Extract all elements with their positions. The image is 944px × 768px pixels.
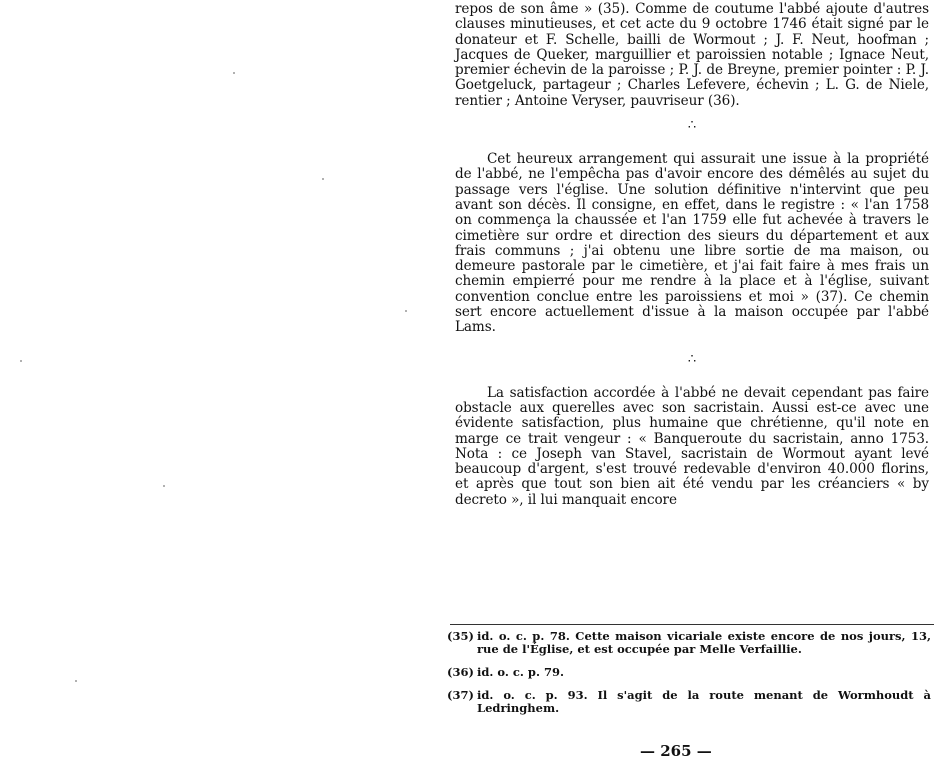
- footnote-number: (36): [447, 665, 474, 679]
- footnote-number: (37): [447, 688, 474, 702]
- scan-speck: [163, 485, 165, 487]
- footnote-35: [447, 630, 931, 656]
- scan-speck: [20, 360, 22, 362]
- footnote-36: [447, 666, 931, 679]
- section-separator-2: ∴: [687, 351, 697, 367]
- scan-speck: [75, 680, 77, 682]
- paragraph-3: La satisfaction accordée à l'abbé ne devait cependant pas faire obstacle aux querelles avec son sacristain. Aussi est-ce avec une évidente satisfaction, plus humaine que chrétienne, qu'il note en marge ce trait vengeur : « Banqueroute du sacristain, anno 1753. Nota : ce Joseph van Stavel, sacristain de Wormout ayant levé beaucoup d'argent, s'est trouvé redevable d'environ 40.000 florins, et après que tout son bien ait été vendu par les créanciers « by decreto », il lui manquait encore: [455, 384, 929, 508]
- paragraph-2: Cet heureux arrangement qui assurait une issue à la propriété de l'abbé, ne l'empêcha pas d'avoir encore des démêlés au sujet du passage vers l'église. Une solution définitive n'intervint que peu avant son décès. Il consigne, en effet, dans le registre : « l'an 1758 on commença la chaussée et l'an 1759 elle fut achevée à travers le cimetière sur ordre et direction des sieurs du département et aux frais communs ; j'ai obtenu une libre sortie de ma maison, ou demeure pastorale par le cimetière, et j'ai fait faire à mes frais un chemin empierré pour me rendre à la place et à l'église, suivant convention conclue entre les paroissiens et moi » (37). Ce chemin sert encore actuellement d'issue à la maison occupée par l'abbé Lams.: [455, 151, 929, 336]
- paragraph-1: repos de son âme » (35). Comme de coutume l'abbé ajoute d'autres clauses minutieuses, et cet acte du 9 octobre 1746 était signé par le donateur et F. Schelle, bailli de Wormout ; J. F. Neut, hoofman ; Jacques de Queker, marguillier et paroissien notable ; Ignace Neut, premier échevin de la paroisse ; P. J. de Breyne, premier pointer : P. J. Goetgeluck, partageur ; Charles Lefevere, échevin ; L. G. de Niele, rentier ; Antoine Veryser, pauvriseur (36).: [455, 1, 929, 109]
- footnote-text: id. o. c. p. 78. Cette maison vicariale existe encore de nos jours, 13, rue de l'Église, et est occupée par Melle Verfaillie.: [477, 629, 931, 656]
- scan-speck: [233, 72, 235, 74]
- scan-speck: [405, 310, 407, 312]
- footnotes: [447, 630, 931, 725]
- footnote-text: id. o. c. p. 93. Il s'agit de la route menant de Wormhoudt à Ledringhem.: [477, 688, 931, 715]
- footnote-rule: [450, 624, 934, 625]
- scan-speck: [322, 178, 324, 180]
- footnote-37: [447, 689, 931, 715]
- page-number: — 265 —: [640, 742, 712, 760]
- section-separator-1: ∴: [687, 118, 697, 134]
- footnote-text: id. o. c. p. 79.: [477, 665, 564, 679]
- main-text-column: [455, 2, 929, 508]
- footnote-number: (35): [447, 629, 474, 643]
